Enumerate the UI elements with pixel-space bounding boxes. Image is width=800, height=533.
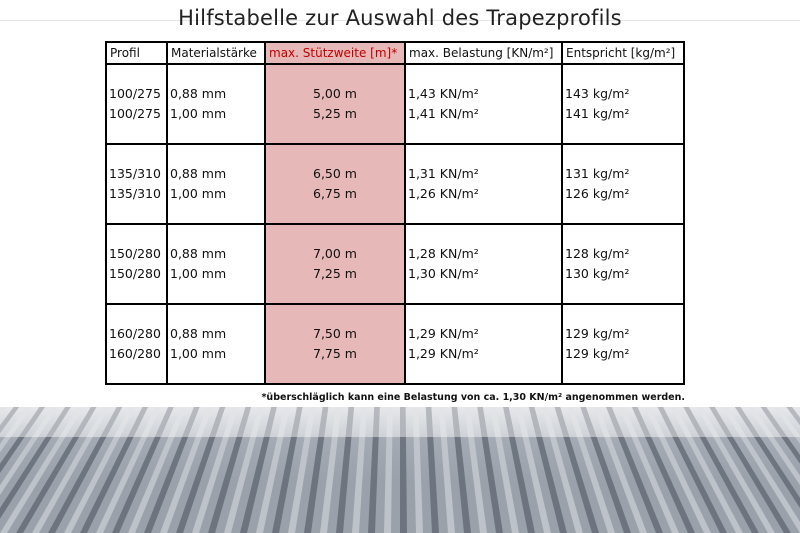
- entspricht-cell: [562, 144, 684, 224]
- entspricht-value: 128 kg/m²: [565, 246, 630, 261]
- header-materialstaerke: Materialstärke: [167, 42, 265, 64]
- profil-value: 135/310: [109, 186, 161, 201]
- entspricht-value: 141 kg/m²: [565, 106, 630, 121]
- header-stuetzweite: max. Stützweite [m]*: [265, 42, 405, 64]
- belastung-cell: [405, 144, 562, 224]
- profil-value: 100/275: [109, 106, 161, 121]
- belastung-value: 1,41 KN/m²: [408, 106, 479, 121]
- profile-table: [105, 41, 685, 385]
- entspricht-cell: [562, 224, 684, 304]
- entspricht-cell: [562, 304, 684, 384]
- roof-haze: [0, 407, 800, 437]
- entspricht-value: 143 kg/m²: [565, 86, 630, 101]
- belastung-value: 1,28 KN/m²: [408, 246, 479, 261]
- belastung-value: 1,30 KN/m²: [408, 266, 479, 281]
- staerke-value: 1,00 mm: [170, 266, 227, 281]
- staerke-value: 1,00 mm: [170, 346, 227, 361]
- stuetzweite-value: 6,50 m: [313, 166, 357, 181]
- table-row: [106, 64, 684, 144]
- entspricht-value: 131 kg/m²: [565, 166, 630, 181]
- stuetzweite-value: 7,75 m: [313, 346, 357, 361]
- page-title: Hilfstabelle zur Auswahl des Trapezprofils: [178, 6, 622, 30]
- table-row: [106, 224, 684, 304]
- staerke-value: 0,88 mm: [170, 326, 227, 341]
- stuetzweite-cell: [265, 224, 405, 304]
- staerke-cell: [167, 304, 265, 384]
- footnote: *überschläglich kann eine Belastung von ca. 1,30 KN/m² angenommen werden.: [261, 392, 685, 403]
- entspricht-value: 129 kg/m²: [565, 346, 630, 361]
- stuetzweite-value: 7,00 m: [313, 246, 357, 261]
- belastung-cell: [405, 224, 562, 304]
- profil-value: 100/275: [109, 86, 161, 101]
- profil-cell: [106, 224, 167, 304]
- header-belastung: max. Belastung [KN/m²]: [405, 42, 562, 64]
- belastung-value: 1,29 KN/m²: [408, 326, 479, 341]
- trapezoidal-roof-photo: [0, 407, 800, 533]
- stuetzweite-value: 5,00 m: [313, 86, 357, 101]
- belastung-value: 1,43 KN/m²: [408, 86, 479, 101]
- staerke-value: 0,88 mm: [170, 166, 227, 181]
- profil-value: 160/280: [109, 326, 161, 341]
- staerke-cell: [167, 224, 265, 304]
- stuetzweite-cell: [265, 64, 405, 144]
- table-header-row: [106, 42, 684, 64]
- profil-cell: [106, 64, 167, 144]
- profil-value: 150/280: [109, 266, 161, 281]
- header-entspricht: Entspricht [kg/m²]: [562, 42, 684, 64]
- profil-value: 160/280: [109, 346, 161, 361]
- stuetzweite-value: 7,25 m: [313, 266, 357, 281]
- belastung-value: 1,31 KN/m²: [408, 166, 479, 181]
- staerke-value: 1,00 mm: [170, 186, 227, 201]
- staerke-cell: [167, 64, 265, 144]
- profil-value: 135/310: [109, 166, 161, 181]
- belastung-value: 1,26 KN/m²: [408, 186, 479, 201]
- table-row: [106, 144, 684, 224]
- staerke-value: 1,00 mm: [170, 106, 227, 121]
- roof-illustration: [0, 407, 800, 533]
- stuetzweite-cell: [265, 144, 405, 224]
- belastung-cell: [405, 304, 562, 384]
- table-row: [106, 304, 684, 384]
- stuetzweite-value: 7,50 m: [313, 326, 357, 341]
- entspricht-value: 129 kg/m²: [565, 326, 630, 341]
- belastung-cell: [405, 64, 562, 144]
- profil-value: 150/280: [109, 246, 161, 261]
- belastung-value: 1,29 KN/m²: [408, 346, 479, 361]
- entspricht-cell: [562, 64, 684, 144]
- header-profil: Profil: [106, 42, 167, 64]
- stuetzweite-value: 5,25 m: [313, 106, 357, 121]
- stuetzweite-value: 6,75 m: [313, 186, 357, 201]
- staerke-cell: [167, 144, 265, 224]
- staerke-value: 0,88 mm: [170, 246, 227, 261]
- entspricht-value: 126 kg/m²: [565, 186, 630, 201]
- entspricht-value: 130 kg/m²: [565, 266, 630, 281]
- profil-cell: [106, 304, 167, 384]
- staerke-value: 0,88 mm: [170, 86, 227, 101]
- profil-cell: [106, 144, 167, 224]
- stuetzweite-cell: [265, 304, 405, 384]
